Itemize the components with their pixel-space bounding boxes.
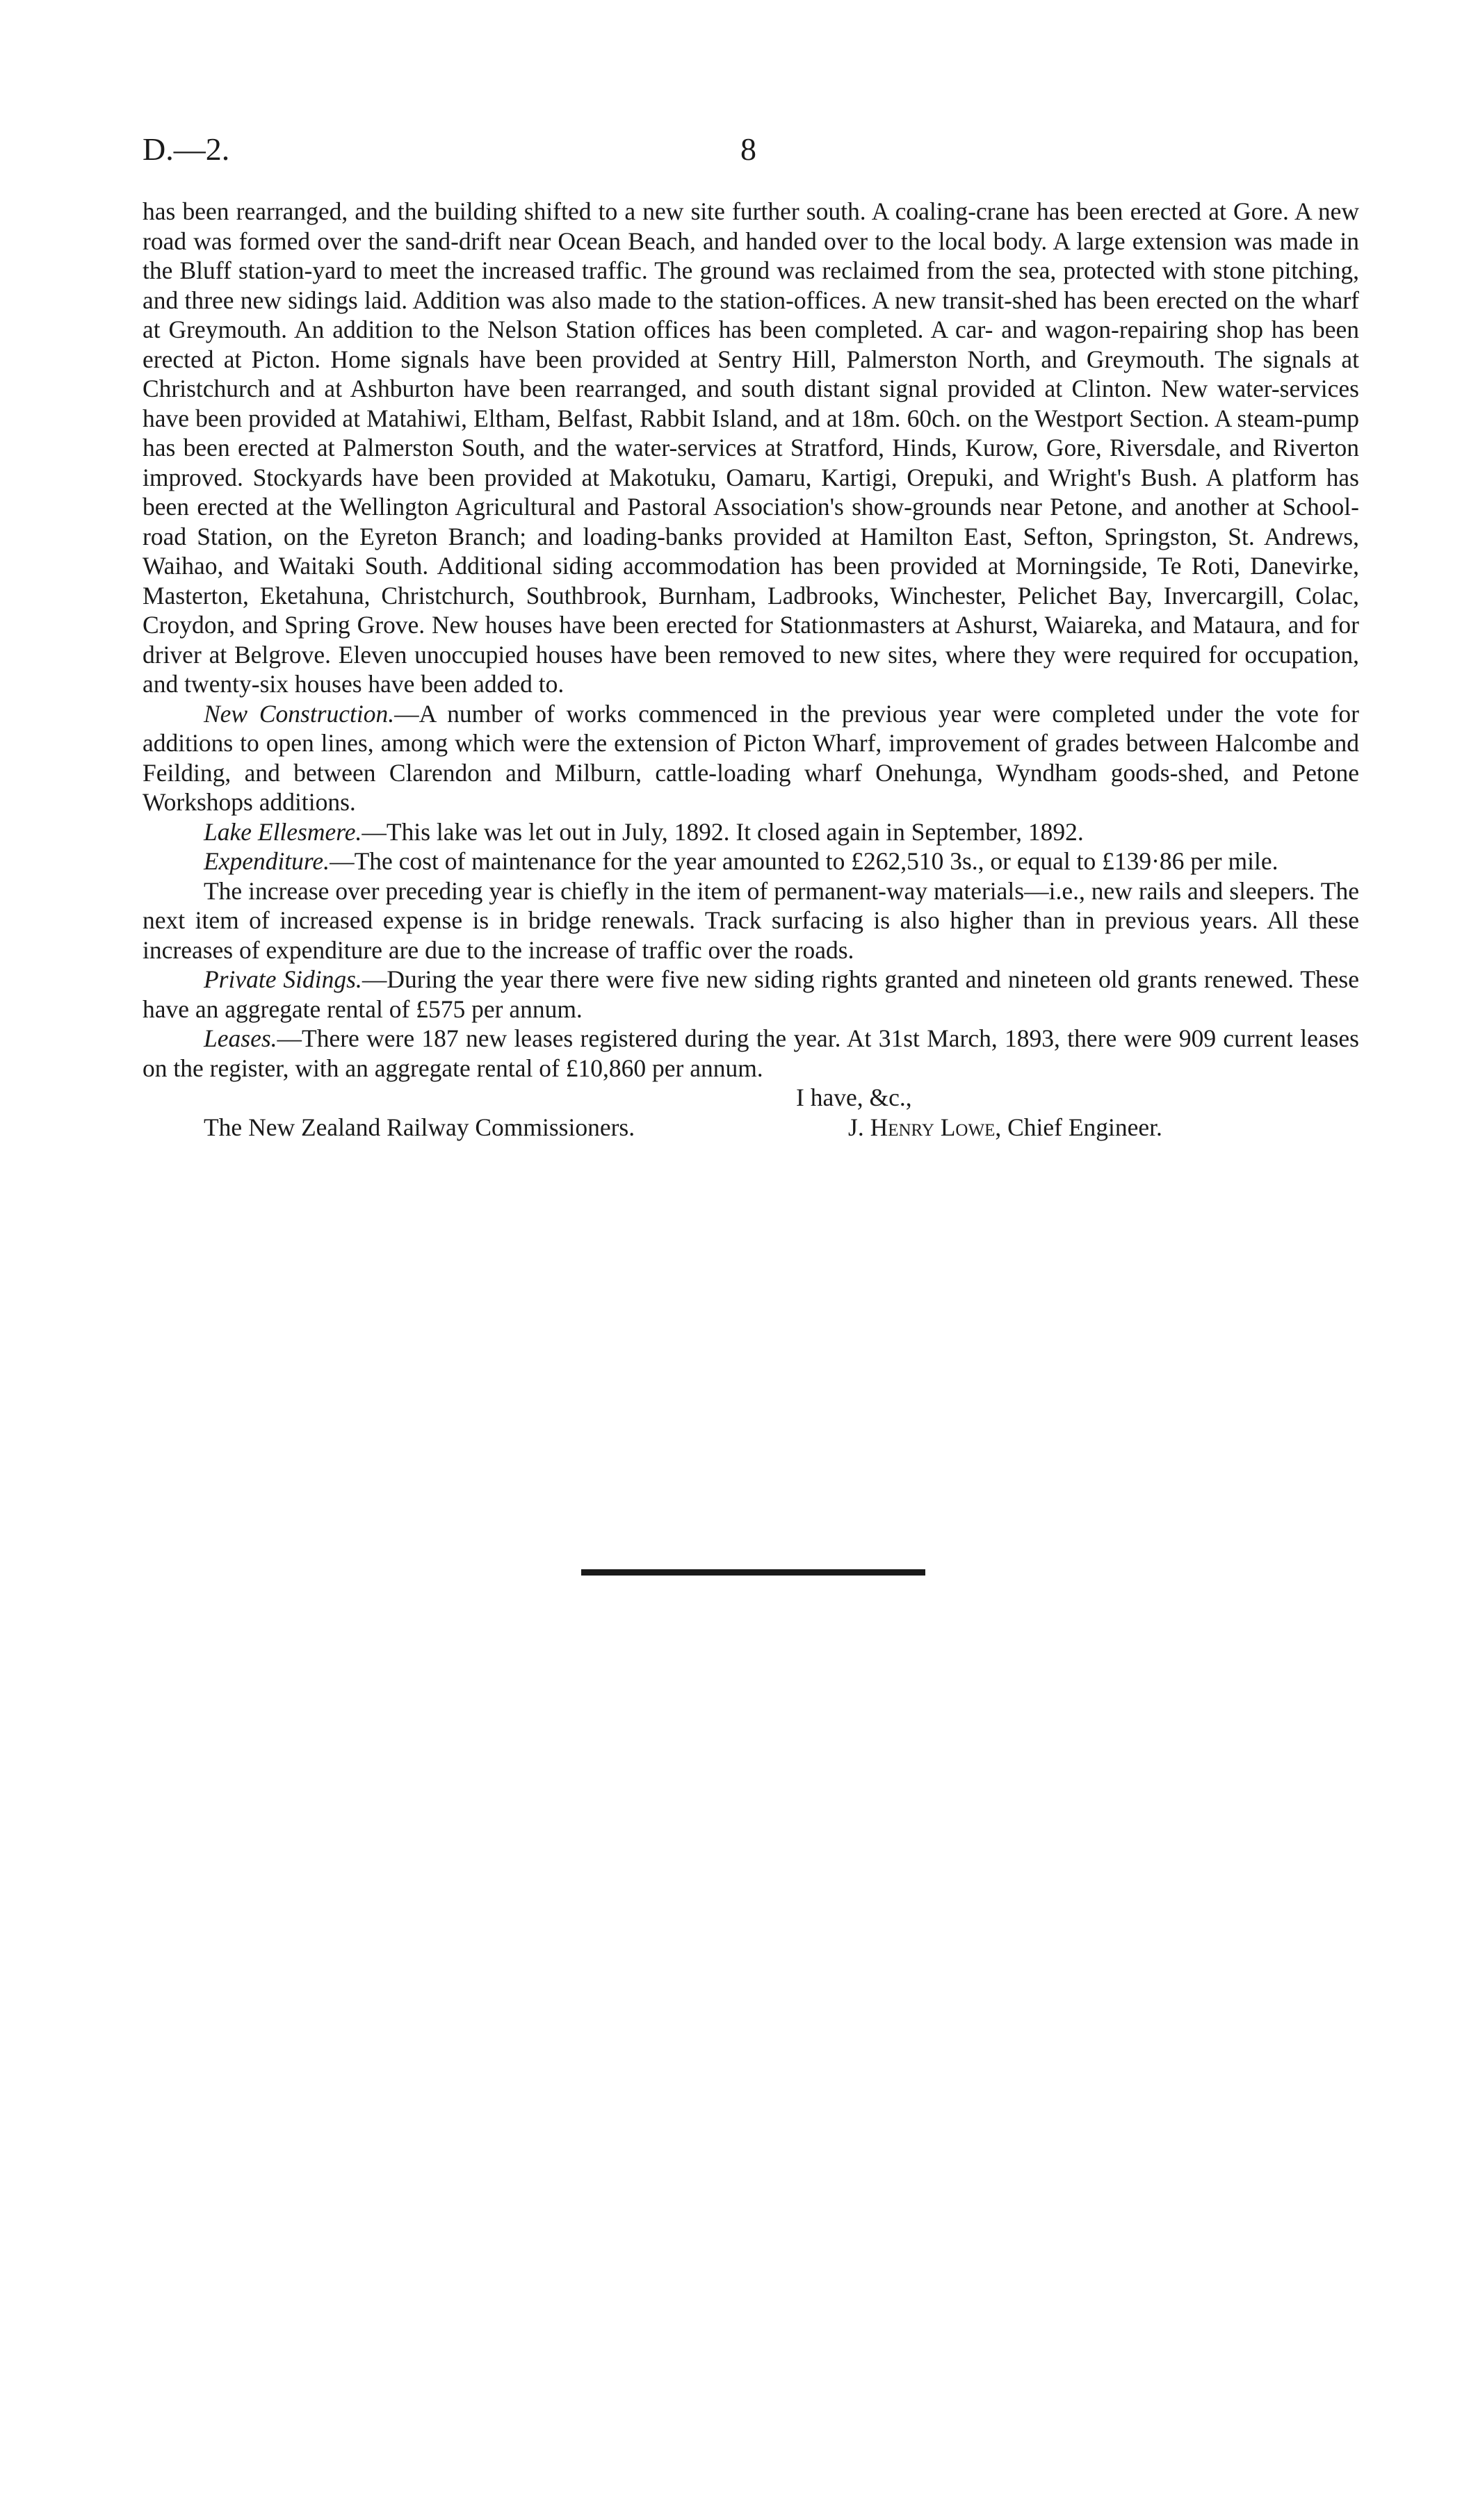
paragraph-private-sidings-text: —During the year there were five new siding rights granted and nineteen old grants renewed. These have an aggregate rental of £575 per annum. xyxy=(143,965,1360,1023)
report-body xyxy=(143,197,1359,1142)
paragraph-works xyxy=(143,197,1359,699)
paragraph-private-sidings xyxy=(143,965,1359,1024)
paragraph-lake-ellesmere xyxy=(143,817,1359,847)
paragraph-lake-ellesmere-text: —This lake was let out in July, 1892. It closed again in September, 1892. xyxy=(362,817,1084,846)
paragraph-new-construction xyxy=(143,699,1359,817)
heading-expenditure: Expenditure. xyxy=(204,847,330,875)
signature-row xyxy=(143,1113,1359,1143)
heading-new-construction: New Construction. xyxy=(204,699,395,728)
paragraph-new-construction-text: —A number of works commenced in the previous year were completed under the vote for additions to open lines, among which were the extension of Picton Wharf, improvement of grades between Halcombe and Feilding, and between Clarendon and Milburn, cattle-loading wharf Onehunga, Wyndham goods-shed, and Petone Workshops additions. xyxy=(143,699,1359,816)
signature-title: , Chief Engineer. xyxy=(995,1113,1162,1141)
signature xyxy=(848,1113,1162,1143)
closing-salutation: I have, &c., xyxy=(796,1083,912,1111)
paragraph-works-text: has been rearranged, and the building shifted to a new site further south. A coaling-crane has been erected at Gore. A new road was formed over the sand-drift near Ocean Beach, and handed over to the local body. A large extension was made in the Bluff station-yard to meet the increased traffic. The ground was reclaimed from the sea, protected with stone pitching, and three new sidings laid. Addition was also made to the station-offices. A new transit-shed has been erected on the wharf at Greymouth. An addition to the Nelson Station offices has been completed. A car- and wagon-repairing shop has been erected at Picton. Home signals have been provided at Sentry Hill, Palmerston North, and Greymouth. The signals at Christchurch and at Ashburton have been rearranged, and south distant signal provided at Clinton. New water-services have been provided at Matahiwi, Eltham, Belfast, Rabbit Island, and at 18m. 60ch. on the Westport Section. A steam-pump has been erected at Palmerston South, and the water-services at Stratford, Hinds, Kurow, Gore, Riversdale, and Riverton improved. Stockyards have been provided at Makotuku, Oamaru, Kartigi, Orepuki, and Wright's Bush. A platform has been erected at the Wellington Agricultural and Pastoral Association's show-grounds near Petone, and another at School-road Station, on the Eyreton Branch; and loading-banks provided at Hamilton East, Sefton, Springston, St. Andrews, Waihao, and Waitaki South. Additional siding accommodation has been provided at Morningside, Te Roti, Danevirke, Masterton, Eketahuna, Christchurch, Southbrook, Burnham, Ladbrooks, Winchester, Pelichet Bay, Invercargill, Colac, Croydon, and Spring Grove. New houses have been erected for Stationmasters at Ashurst, Waiareka, and Mataura, and for driver at Belgrove. Eleven unoccupied houses have been removed to new sites, where they were required for occupation, and twenty-six houses have been added to. xyxy=(143,197,1359,698)
heading-leases: Leases. xyxy=(204,1024,277,1052)
page-header xyxy=(143,131,1359,172)
paragraph-leases xyxy=(143,1024,1359,1083)
signature-name: J. Henry Lowe xyxy=(848,1113,996,1141)
paragraph-leases-text: —There were 187 new leases registered during the year. At 31st March, 1893, there were 909 current leases on the register, with an aggregate rental of £10,860 per annum. xyxy=(143,1024,1359,1082)
addressee: The New Zealand Railway Commissioners. xyxy=(204,1113,635,1141)
heading-private-sidings: Private Sidings. xyxy=(204,965,362,993)
page-number: 8 xyxy=(740,131,756,167)
paragraph-increase xyxy=(143,876,1359,965)
heading-lake-ellesmere: Lake Ellesmere. xyxy=(204,817,362,846)
paragraph-expenditure-text: —The cost of maintenance for the year amounted to £262,510 3s., or equal to £139·86 per mile. xyxy=(330,847,1278,875)
end-rule xyxy=(581,1569,925,1576)
paragraph-increase-text: The increase over preceding year is chiefly in the item of permanent-way materials—i.e., new rails and sleepers. The next item of increased expense is in bridge renewals. Track surfacing is also higher than in previous years. All these increases of expenditure are due to the increase of traffic over the roads. xyxy=(143,876,1359,964)
document-reference: D.—2. xyxy=(143,131,230,167)
paragraph-expenditure xyxy=(143,846,1359,876)
